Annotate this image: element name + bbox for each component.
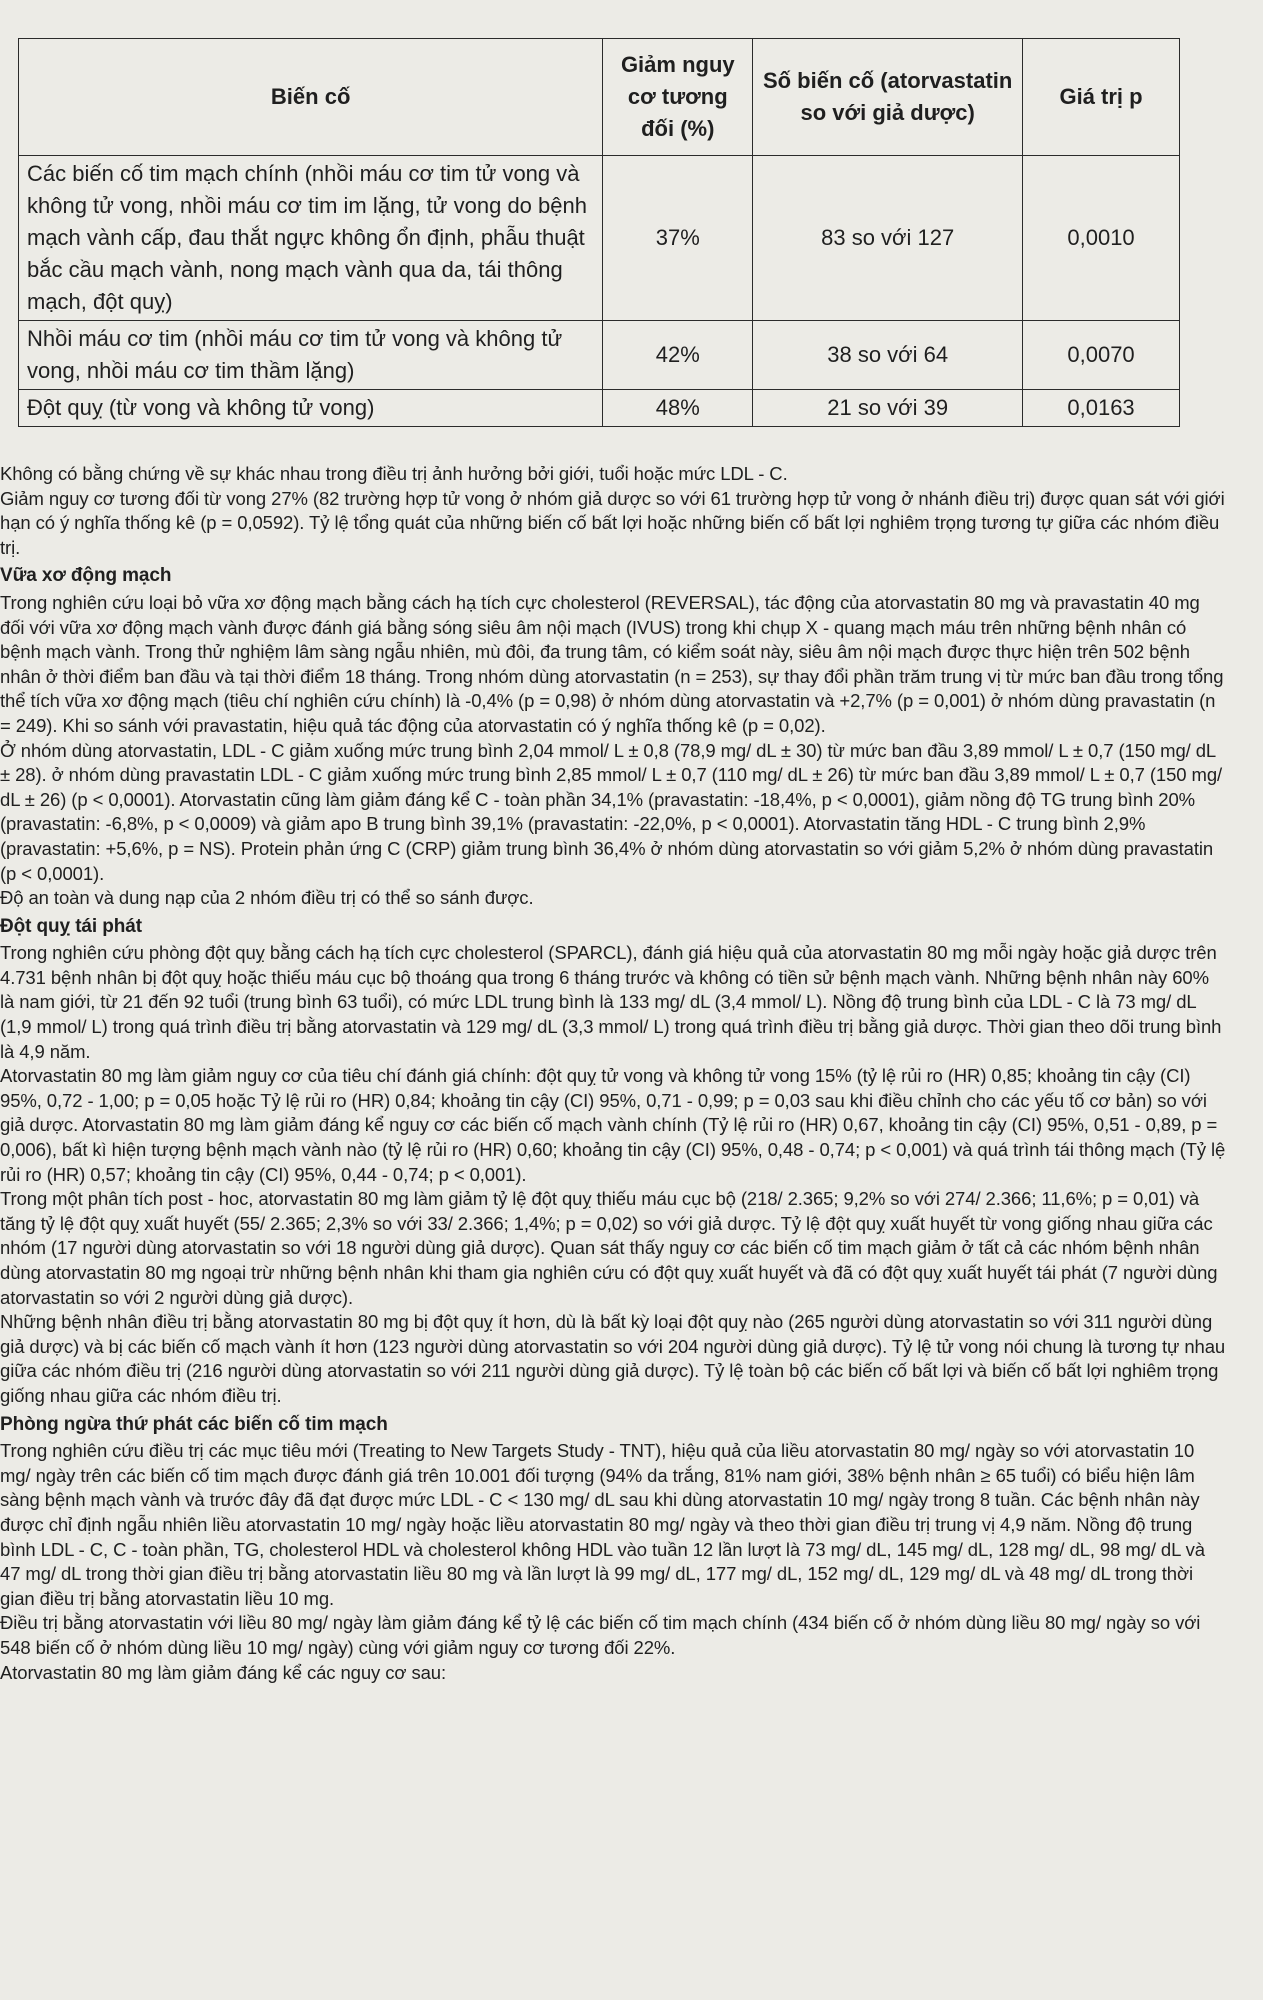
event-cell: Đột quỵ (từ vong và không tử vong) <box>19 390 603 427</box>
paragraph: Giảm nguy cơ tương đối từ vong 27% (82 trường hợp tử vong ở nhóm giả dược so với 61 trường hợp tử vong ở nhánh điều trị) được quan sát với giới hạn có ý nghĩa thống kê (p = 0,0592). Tỷ lệ tổng quát của những biến cố bất lợi hoặc những biến cố bất lợi nghiêm trọng tương tự giữa các nhóm điều trị. <box>0 487 1225 558</box>
table-row <box>19 321 1180 390</box>
paragraph: Trong nghiên cứu điều trị các mục tiêu mới (Treating to New Targets Study - TNT), hiệu quả của liều atorvastatin 80 mg/ ngày so với atorvastatin 10 mg/ ngày trên các biến cố tim mạch được đánh giá trên 10.001 đối tượng (94% da trắng, 81% nam giới, 38% bệnh nhân ≥ 65 tuổi) có biểu hiện lâm sàng bệnh mạch vành và trước đây đã đạt được mức LDL - C < 130 mg/ dL sau khi dùng atorvastatin 10 mg/ ngày trong 8 tuần. Các bệnh nhân này được chỉ định ngẫu nhiên liều atorvastatin 10 mg/ ngày hoặc liều atorvastatin 80 mg/ ngày và theo thời gian điều trị trung vị 4,9 năm. Nồng độ trung bình LDL - C, C - toàn phần, TG, cholesterol HDL và cholesterol không HDL vào tuần 12 lần lượt là 73 mg/ dL, 145 mg/ dL, 128 mg/ dL, 98 mg/ dL và 47 mg/ dL trong thời gian điều trị bằng atorvastatin liều 80 mg và lần lượt là 99 mg/ dL, 177 mg/ dL, 152 mg/ dL, 129 mg/ dL và 48 mg/ dL trong thời gian điều trị bằng atorvastatin liều 10 mg. <box>0 1440 1205 1609</box>
p-value-cell: 0,0070 <box>1023 321 1180 390</box>
paragraph: Ở nhóm dùng atorvastatin, LDL - C giảm xuống mức trung bình 2,04 mmol/ L ± 0,8 (78,9 mg/ dL ± 30) từ mức ban đầu 3,89 mmol/ L ± 0,7 (150 mg/ dL ± 28). ở nhóm dùng pravastatin LDL - C giảm xuống mức trung bình 2,85 mmol/ L ± 0,7 (110 mg/ dL ± 26) từ mức ban đầu 3,89 mmol/ L ± 0,7 (150 mg/ dL ± 26) (p < 0,0001). Atorvastatin cũng làm giảm đáng kể C - toàn phần 34,1% (pravastatin: -18,4%, p < 0,0001), giảm nồng độ TG trung bình 20% (pravastatin: -6,8%, p < 0,0009) và giảm apo B trung bình 39,1% (pravastatin: -22,0%, p < 0,0001). Atorvastatin tăng HDL - C trung bình 2,9% (pravastatin: +5,6%, p = NS). Protein phản ứng C (CRP) giảm trung bình 36,4% ở nhóm dùng atorvastatin so với giảm 5,2% ở nhóm dùng pravastatin (p < 0,0001). <box>0 739 1223 884</box>
adverse-events-table <box>18 38 1180 427</box>
rrr-cell: 48% <box>603 390 753 427</box>
paragraph: Atorvastatin 80 mg làm giảm nguy cơ của tiêu chí đánh giá chính: đột quỵ tử vong và không tử vong 15% (tỷ lệ rủi ro (HR) 0,85; khoảng tin cậy (CI) 95%, 0,72 - 1,00; p = 0,05 hoặc Tỷ lệ rủi ro (HR) 0,84; khoảng tin cậy (CI) 95%, 0,71 - 0,99; p = 0,03 sau khi điều chỉnh cho các yếu tố cơ bản) so với giả dược. Atorvastatin 80 mg làm giảm đáng kể nguy cơ các biến cố mạch vành chính (Tỷ lệ rủi ro (HR) 0,67, khoảng tin cậy (CI) 95%, 0,51 - 0,89, p = 0,006), bất kì hiện tượng bệnh mạch vành nào (tỷ lệ rủi ro (HR) 0,60; khoảng tin cậy (CI) 95%, 0,48 - 0,74; p < 0,001) và quá trình tái thông mạch (Tỷ lệ rủi ro (HR) 0,57; khoảng tin cậy (CI) 95%, 0,44 - 0,74; p < 0,001). <box>0 1065 1226 1185</box>
paragraph: Trong nghiên cứu phòng đột quỵ bằng cách hạ tích cực cholesterol (SPARCL), đánh giá hiệu quả của atorvastatin 80 mg mỗi ngày hoặc giả dược trên 4.731 bệnh nhân bị đột quỵ hoặc thiếu máu cục bộ thoáng qua trong 6 tháng trước và không có tiền sử bệnh mạch vành. Những bệnh nhân này 60% là nam giới, từ 21 đến 92 tuổi (trung bình 63 tuổi), có mức LDL trung bình là 133 mg/ dL (3,4 mmol/ L). Nồng độ trung bình của LDL - C là 73 mg/ dL (1,9 mmol/ L) trong quá trình điều trị bằng atorvastatin và 129 mg/ dL (3,3 mmol/ L) trong quá trình điều trị bằng giả dược. Thời gian theo dõi trung bình là 4,9 năm. <box>0 942 1222 1062</box>
event-cell: Nhồi máu cơ tim (nhồi máu cơ tim tử vong và không tử vong, nhồi máu cơ tim thầm lặng) <box>19 321 603 390</box>
paragraph: Những bệnh nhân điều trị bằng atorvastatin 80 mg bị đột quỵ ít hơn, dù là bất kỳ loại đột quỵ nào (265 người dùng atorvastatin so với 311 người dùng giả dược) và bị các biến cố mạch vành ít hơn (123 người dùng atorvastatin so với 204 người dùng giả dược). Tỷ lệ tử vong nói chung là tương tự nhau giữa các nhóm điều trị (216 người dùng atorvastatin so với 211 người dùng giả dược). Tỷ lệ toàn bộ các biến cố bất lợi và biến cố bất lợi nghiêm trọng giống nhau giữa các nhóm điều trị. <box>0 1311 1226 1406</box>
section-heading-recurrent-stroke: Đột quỵ tái phát <box>0 915 142 937</box>
table-row <box>19 156 1180 321</box>
p-value-cell: 0,0010 <box>1023 156 1180 321</box>
paragraph: Độ an toàn và dung nạp của 2 nhóm điều trị có thể so sánh được. <box>0 887 534 909</box>
body-text <box>0 462 1228 1685</box>
count-cell: 21 so với 39 <box>753 390 1023 427</box>
header-relative-risk-reduction: Giảm nguy cơ tương đối (%) <box>603 39 753 156</box>
header-event-count: Số biến cố (atorvastatin so với giả dược) <box>753 39 1023 156</box>
header-p-value: Giá trị p <box>1023 39 1180 156</box>
count-cell: 83 so với 127 <box>753 156 1023 321</box>
table-header-row <box>19 39 1180 156</box>
paragraph: Điều trị bằng atorvastatin với liều 80 mg/ ngày làm giảm đáng kể tỷ lệ các biến cố tim mạch chính (434 biến cố ở nhóm dùng liều 80 mg/ ngày so với 548 biến cố ở nhóm dùng liều 10 mg/ ngày) cùng với giảm nguy cơ tương đối 22%. <box>0 1612 1201 1658</box>
paragraph: Atorvastatin 80 mg làm giảm đáng kể các nguy cơ sau: <box>0 1661 447 1683</box>
section-heading-secondary-prevention: Phòng ngừa thứ phát các biến cố tim mạch <box>0 1413 388 1435</box>
count-cell: 38 so với 64 <box>753 321 1023 390</box>
paragraph: Trong nghiên cứu loại bỏ vữa xơ động mạch bằng cách hạ tích cực cholesterol (REVERSAL), tác động của atorvastatin 80 mg và pravastatin 40 mg đối với vữa xơ động mạch vành được đánh giá bằng sóng siêu âm nội mạch (IVUS) trong khi chụp X - quang mạch máu trên những bệnh nhân có bệnh mạch vành. Trong thử nghiệm lâm sàng ngẫu nhiên, mù đôi, đa trung tâm, có kiểm soát này, siêu âm nội mạch được thực hiện trên 502 bệnh nhân ở thời điểm ban đầu và tại thời điểm 18 tháng. Trong nhóm dùng atorvastatin (n = 253), sự thay đổi phần trăm trung vị từ mức ban đầu trong tổng thể tích vữa xơ động mạch (tiêu chí nghiên cứu chính) là -0,4% (p = 0,98) ở nhóm dùng atorvastatin và +2,7% (p = 0,001) ở nhóm dùng pravastatin (n = 249). Khi so sánh với pravastatin, hiệu quả tác động của atorvastatin có ý nghĩa thống kê (p = 0,02). <box>0 591 1224 736</box>
p-value-cell: 0,0163 <box>1023 390 1180 427</box>
table-row <box>19 390 1180 427</box>
header-event: Biến cố <box>19 39 603 156</box>
paragraph: Trong một phân tích post - hoc, atorvastatin 80 mg làm giảm tỷ lệ đột quỵ thiếu máu cục bộ (218/ 2.365; 9,2% so với 274/ 2.366; 11,6%; p = 0,01) và tăng tỷ lệ đột quỵ xuất huyết (55/ 2.365; 2,3% so với 33/ 2.366; 1,4%; p = 0,02) so với giả dược. Tỷ lệ đột quỵ xuất huyết từ vong giống nhau giữa các nhóm (17 người dùng atorvastatin so với 18 người dùng giả dược). Quan sát thấy nguy cơ các biến cố tim mạch giảm ở tất cả các nhóm bệnh nhân dùng atorvastatin 80 mg ngoại trừ những bệnh nhân khi tham gia nghiên cứu có đột quỵ xuất huyết và đã có đột quỵ xuất huyết tái phát (7 người dùng atorvastatin so với 2 người dùng giả dược). <box>0 1188 1218 1308</box>
paragraph: Không có bằng chứng về sự khác nhau trong điều trị ảnh hưởng bởi giới, tuổi hoặc mức LDL - C. <box>0 463 788 484</box>
event-cell: Các biến cố tim mạch chính (nhồi máu cơ tim tử vong và không tử vong, nhồi máu cơ tim im lặng, tử vong do bệnh mạch vành cấp, đau thắt ngực không ổn định, phẫu thuật bắc cầu mạch vành, nong mạch vành qua da, tái thông mạch, đột quỵ) <box>19 156 603 321</box>
section-heading-atherosclerosis: Vữa xơ động mạch <box>0 565 172 587</box>
rrr-cell: 37% <box>603 156 753 321</box>
rrr-cell: 42% <box>603 321 753 390</box>
